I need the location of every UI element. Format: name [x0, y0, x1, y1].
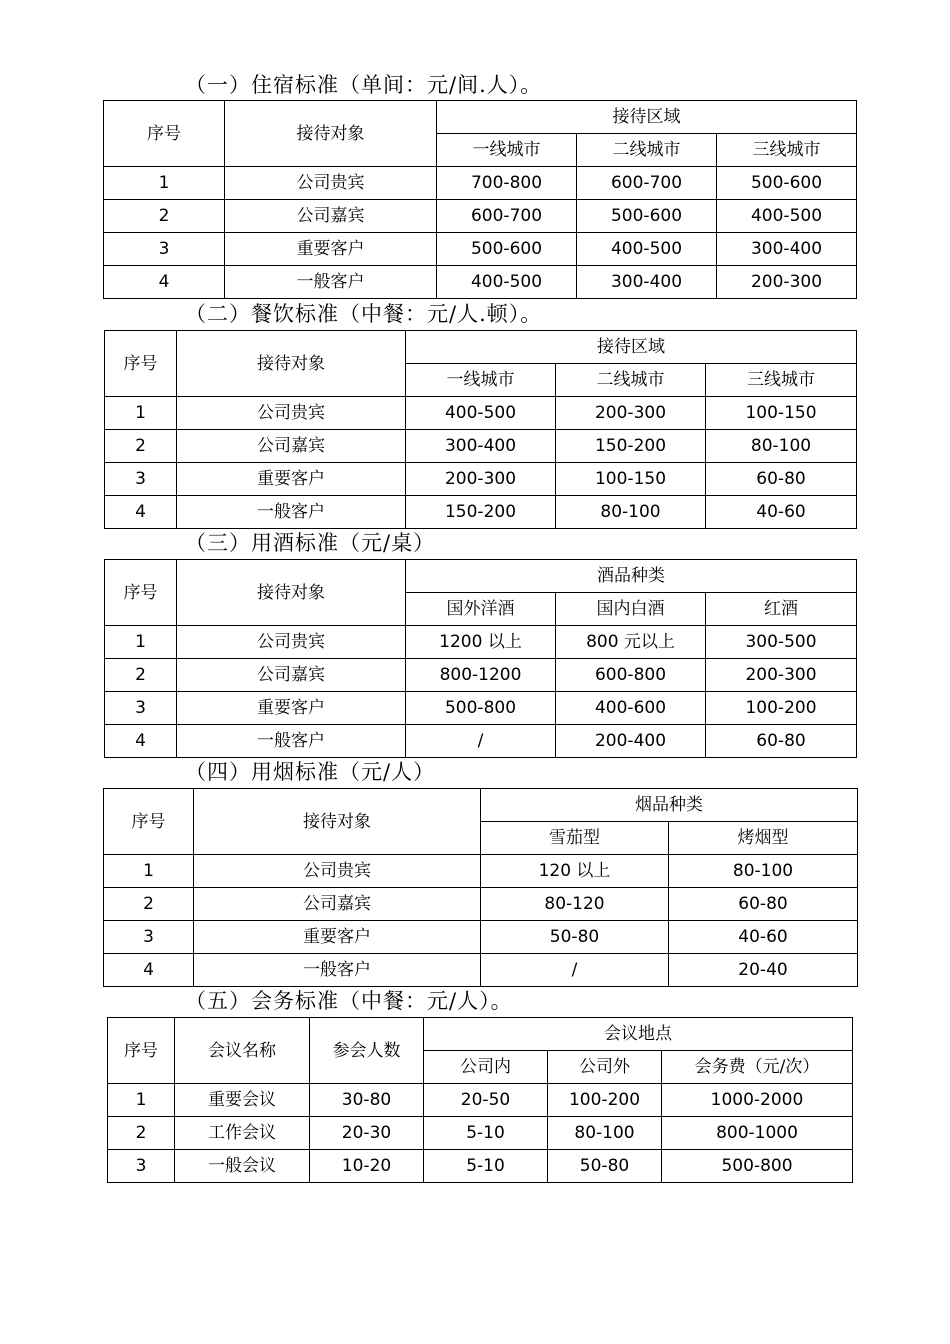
cell-recipient: 公司贵宾 — [194, 855, 481, 888]
cell-value: 80-100 — [556, 496, 706, 529]
cell-value: 200-300 — [717, 266, 857, 299]
header-tier1-city: 一线城市 — [406, 364, 556, 397]
cell-value: 20-50 — [424, 1084, 548, 1117]
cell-recipient: 公司贵宾 — [225, 167, 437, 200]
header-serial: 序号 — [104, 101, 225, 167]
cell-serial: 1 — [104, 855, 194, 888]
cell-value: 50-80 — [548, 1150, 662, 1183]
cell-serial: 3 — [104, 233, 225, 266]
header-flue-cured: 烤烟型 — [669, 822, 858, 855]
table-row — [105, 397, 857, 430]
table-row — [105, 430, 857, 463]
header-serial: 序号 — [104, 789, 194, 855]
cell-value: 500-800 — [406, 692, 556, 725]
cell-value: 800-1000 — [662, 1117, 853, 1150]
table-row — [105, 725, 857, 758]
cell-serial: 2 — [105, 430, 177, 463]
table-row — [105, 626, 857, 659]
header-meeting-fee: 会务费（元/次） — [662, 1051, 853, 1084]
cell-value: 400-500 — [717, 200, 857, 233]
cell-value: 400-600 — [556, 692, 706, 725]
table-row — [108, 1117, 853, 1150]
section-heading-dining: （二）餐饮标准（中餐：元/人.顿）。 — [185, 302, 543, 326]
table-row — [104, 167, 857, 200]
header-recipient: 接待对象 — [225, 101, 437, 167]
table-row — [104, 888, 858, 921]
header-tobacco-type-group: 烟品种类 — [481, 789, 858, 822]
table-row — [104, 266, 857, 299]
cell-value: 80-100 — [706, 430, 857, 463]
header-serial: 序号 — [105, 560, 177, 626]
cell-recipient: 公司嘉宾 — [194, 888, 481, 921]
cell-value: 500-800 — [662, 1150, 853, 1183]
header-tier2-city: 二线城市 — [556, 364, 706, 397]
cell-value: 5-10 — [424, 1117, 548, 1150]
cell-value: 30-80 — [310, 1084, 424, 1117]
header-region-group: 接待区域 — [437, 101, 857, 134]
cell-value: 60-80 — [669, 888, 858, 921]
cell-value: 60-80 — [706, 725, 857, 758]
cell-serial: 3 — [105, 692, 177, 725]
cell-value: 10-20 — [310, 1150, 424, 1183]
cell-value: 500-600 — [717, 167, 857, 200]
header-recipient: 接待对象 — [194, 789, 481, 855]
cell-value: 500-600 — [577, 200, 717, 233]
dining-standard-table — [104, 330, 857, 529]
section-heading-meeting: （五）会务标准（中餐：元/人）。 — [185, 989, 513, 1013]
cell-value: 300-400 — [406, 430, 556, 463]
header-region-group: 接待区域 — [406, 331, 857, 364]
cell-value: 100-150 — [706, 397, 857, 430]
cell-value: 400-500 — [577, 233, 717, 266]
table-row — [105, 496, 857, 529]
cell-value: 200-300 — [556, 397, 706, 430]
cell-serial: 1 — [105, 626, 177, 659]
cell-recipient: 公司贵宾 — [177, 397, 406, 430]
cell-recipient: 一般客户 — [177, 496, 406, 529]
cell-value: 120 以上 — [481, 855, 669, 888]
cell-recipient: 重要客户 — [194, 921, 481, 954]
table-row — [104, 200, 857, 233]
cell-value: 200-300 — [406, 463, 556, 496]
table-row — [104, 921, 858, 954]
cell-value: 40-60 — [706, 496, 857, 529]
cell-meeting-name: 重要会议 — [175, 1084, 310, 1117]
cell-value: 5-10 — [424, 1150, 548, 1183]
cell-recipient: 公司嘉宾 — [177, 659, 406, 692]
cell-serial: 3 — [104, 921, 194, 954]
cell-recipient: 一般客户 — [225, 266, 437, 299]
cell-serial: 1 — [104, 167, 225, 200]
cell-value: 100-200 — [548, 1084, 662, 1117]
cell-recipient: 重要客户 — [177, 463, 406, 496]
table-row — [104, 855, 858, 888]
table-row — [104, 954, 858, 987]
cell-value: 50-80 — [481, 921, 669, 954]
liquor-standard-table — [104, 559, 857, 758]
cell-value: 800 元以上 — [556, 626, 706, 659]
table-row — [105, 692, 857, 725]
cell-serial: 1 — [108, 1084, 175, 1117]
cell-value: 700-800 — [437, 167, 577, 200]
header-venue-group: 会议地点 — [424, 1018, 853, 1051]
header-tier2-city: 二线城市 — [577, 134, 717, 167]
cell-value: 600-700 — [577, 167, 717, 200]
cell-meeting-name: 一般会议 — [175, 1150, 310, 1183]
cell-recipient: 一般客户 — [177, 725, 406, 758]
cell-serial: 1 — [105, 397, 177, 430]
cell-serial: 3 — [105, 463, 177, 496]
cell-value: 600-700 — [437, 200, 577, 233]
header-cigar: 雪茄型 — [481, 822, 669, 855]
table-row — [105, 463, 857, 496]
header-tier1-city: 一线城市 — [437, 134, 577, 167]
header-serial: 序号 — [108, 1018, 175, 1084]
table-row — [108, 1150, 853, 1183]
cell-serial: 2 — [104, 200, 225, 233]
cell-serial: 2 — [108, 1117, 175, 1150]
cell-serial: 3 — [108, 1150, 175, 1183]
cell-value: 500-600 — [437, 233, 577, 266]
cell-value: 300-400 — [577, 266, 717, 299]
cell-serial: 2 — [105, 659, 177, 692]
cell-serial: 4 — [104, 954, 194, 987]
header-serial: 序号 — [105, 331, 177, 397]
cell-value: 300-400 — [717, 233, 857, 266]
cell-value: 600-800 — [556, 659, 706, 692]
header-recipient: 接待对象 — [177, 560, 406, 626]
cell-value: 1000-2000 — [662, 1084, 853, 1117]
cell-value: 80-120 — [481, 888, 669, 921]
cell-value: 60-80 — [706, 463, 857, 496]
cell-value: 40-60 — [669, 921, 858, 954]
header-recipient: 接待对象 — [177, 331, 406, 397]
cell-value: 20-40 — [669, 954, 858, 987]
cell-recipient: 重要客户 — [225, 233, 437, 266]
section-heading-liquor: （三）用酒标准（元/桌） — [185, 531, 436, 555]
cell-meeting-name: 工作会议 — [175, 1117, 310, 1150]
cell-value: 200-300 — [706, 659, 857, 692]
header-tier3-city: 三线城市 — [717, 134, 857, 167]
tobacco-standard-table — [103, 788, 858, 987]
cell-value: / — [406, 725, 556, 758]
cell-recipient: 公司贵宾 — [177, 626, 406, 659]
table-row — [108, 1084, 853, 1117]
header-red-wine: 红酒 — [706, 593, 857, 626]
cell-value: / — [481, 954, 669, 987]
cell-value: 150-200 — [556, 430, 706, 463]
section-heading-lodging: （一）住宿标准（单间：元/间.人）。 — [185, 73, 543, 97]
meeting-standard-table — [107, 1017, 853, 1183]
cell-value: 400-500 — [437, 266, 577, 299]
cell-serial: 2 — [104, 888, 194, 921]
cell-value: 300-500 — [706, 626, 857, 659]
section-heading-tobacco: （四）用烟标准（元/人） — [185, 760, 436, 784]
cell-value: 800-1200 — [406, 659, 556, 692]
lodging-standard-table — [103, 100, 857, 299]
cell-value: 150-200 — [406, 496, 556, 529]
header-attendees: 参会人数 — [310, 1018, 424, 1084]
header-domestic-baijiu: 国内白酒 — [556, 593, 706, 626]
table-row — [105, 659, 857, 692]
cell-recipient: 一般客户 — [194, 954, 481, 987]
cell-value: 1200 以上 — [406, 626, 556, 659]
cell-value: 80-100 — [548, 1117, 662, 1150]
cell-value: 100-150 — [556, 463, 706, 496]
header-liquor-type-group: 酒品种类 — [406, 560, 857, 593]
cell-recipient: 公司嘉宾 — [177, 430, 406, 463]
cell-value: 80-100 — [669, 855, 858, 888]
cell-value: 100-200 — [706, 692, 857, 725]
header-meeting-name: 会议名称 — [175, 1018, 310, 1084]
cell-recipient: 重要客户 — [177, 692, 406, 725]
table-row — [104, 233, 857, 266]
cell-value: 200-400 — [556, 725, 706, 758]
header-in-company: 公司内 — [424, 1051, 548, 1084]
header-out-company: 公司外 — [548, 1051, 662, 1084]
cell-value: 20-30 — [310, 1117, 424, 1150]
cell-serial: 4 — [105, 496, 177, 529]
cell-recipient: 公司嘉宾 — [225, 200, 437, 233]
header-tier3-city: 三线城市 — [706, 364, 857, 397]
header-foreign-liquor: 国外洋酒 — [406, 593, 556, 626]
cell-value: 400-500 — [406, 397, 556, 430]
cell-serial: 4 — [105, 725, 177, 758]
cell-serial: 4 — [104, 266, 225, 299]
